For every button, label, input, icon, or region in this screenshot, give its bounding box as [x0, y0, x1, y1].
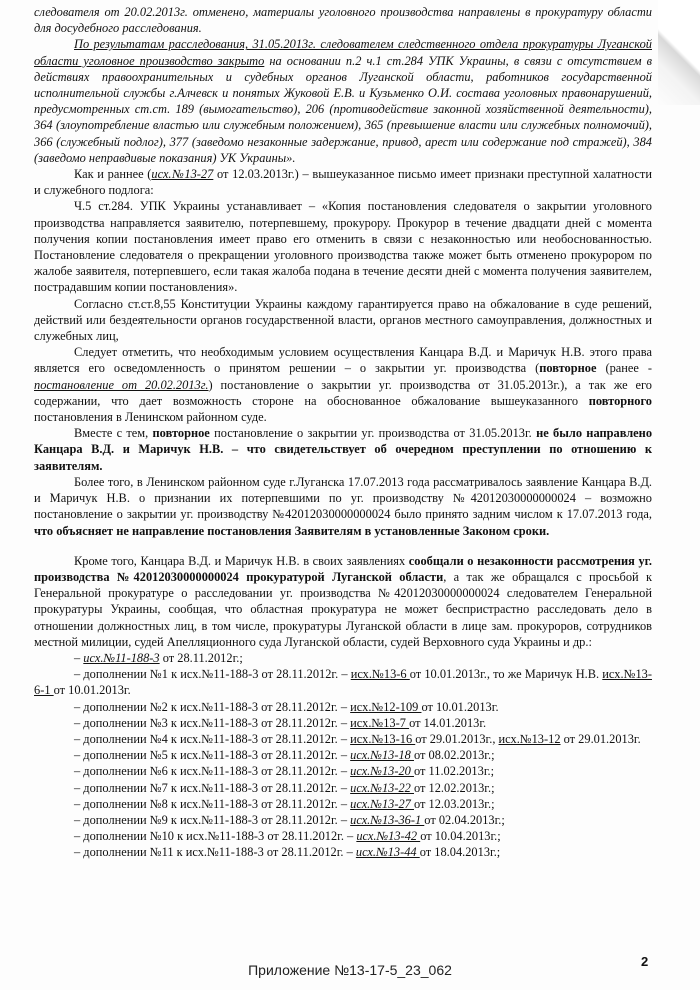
paragraph-6-text-c: (ранее - — [596, 361, 652, 376]
list-item — [34, 796, 652, 812]
letter-ref: исх.№11-188-3 — [83, 650, 160, 665]
list-item — [34, 666, 652, 698]
list-item — [34, 812, 652, 828]
list-item-text: от 28.11.2012г.; — [159, 650, 243, 665]
list-item-text: – дополнении №7 к исх.№11-188-3 от 28.11.2012г. – — [74, 780, 351, 795]
list-item — [34, 828, 652, 844]
not-sent-statement-bold: не было направлено Канцара В.Д. и Маричук Н.В. – что свидетельствует об очередном преступлении по отношению к заявителям. — [34, 426, 653, 473]
paragraph-9-text-c: , а так же обращался с просьбой к Генеральной прокуратуре о расследовании уг. производства №42012030000000024 следователем Генеральной прокуратуры Украины, сообщая, что областная прокуратура не может беспристрастно расследовать дело в отношении должностных лиц, в том числе, прокуратуры Луганской области в лице зам. прокуроров, сотрудников местной милиции, судей Апелляционного суда Луганской области, судей Верховного суда Украины и др.: — [34, 569, 652, 649]
letter-ref: исх.№13-7 — [350, 715, 410, 730]
investigation-result-underlined: По результатам расследования, 31.05.2013г. следователем следственного отдела прокуратуры Луганской области уголовное производство закрыто — [34, 37, 652, 68]
letter-ref: исх.№13-42 — [356, 829, 421, 844]
paragraph-8-text-a: Более того, в Ленинском районном суде г.Луганска 17.07.2013 года рассматривалось заявление Канцара В.Д. и Маричук Н.В. о признании их потерпевшими по уг. производству №42012030000000024 – возможно постановление о закрытии уг. производству №42012030000000024 было принято задним числом к 17.07.2013 года, — [34, 474, 652, 522]
letter-ref: исх.№13-22 — [350, 780, 414, 795]
repeated-word-bold: повторное — [539, 361, 597, 376]
letter-ref: исх.№13-36-1 — [350, 812, 425, 827]
letter-ref: исх.№13-12 — [498, 731, 561, 746]
paragraph-7 — [34, 425, 652, 474]
page-number: 2 — [641, 954, 649, 969]
attachment-footer: Приложение №13-17-5_23_062 — [248, 962, 452, 978]
paragraph-5-text: Согласно ст.ст.8,55 Конституции Украины каждому гарантируется право на обжалование в суде решений, действий или бездеятельности органов государственной власти, органов местного самоуправления, должностных и служебных лиц, — [34, 296, 652, 344]
list-item-text: – дополнении №5 к исх.№11-188-3 от 28.11.2012г. – — [74, 748, 351, 763]
list-item-text: – дополнении №2 к исх.№11-188-3 от 28.11.2012г. – — [74, 699, 351, 714]
list-item-text: – дополнении №10 к исх.№11-188-3 от 28.11.2012г. – — [74, 829, 357, 844]
letter-ref: исх.№13-44 — [355, 845, 420, 860]
list-item-text: от 10.01.2013г. — [53, 683, 131, 698]
list-item-text: – дополнении №8 к исх.№11-188-3 от 28.11.2012г. – — [74, 796, 351, 811]
folded-corner — [658, 0, 700, 105]
paragraph-6-text-g: постановления в Ленинском районном суде. — [34, 410, 267, 425]
document-body — [34, 4, 652, 861]
paragraph-1-text: следователя от 20.02.2013г. отменено, материалы уголовного производства направлены в прокуратуру области для досудебного расследования. — [34, 5, 652, 36]
list-item-text: от 14.01.2013г. — [409, 715, 487, 730]
list-item-text: от 10.01.2013г. — [421, 699, 499, 714]
paragraph-8 — [34, 474, 652, 539]
list-item-text: – дополнении №3 к исх.№11-188-3 от 28.11.2012г. – — [74, 715, 351, 730]
paragraph-2 — [34, 36, 652, 166]
paragraph-4-text: Ч.5 ст.284. УПК Украины устанавливает – «Копия постановления следователя о закрытии уголовного производства направляется заявителю, потерпевшему, прокурору. Прокурор в течение двадцати дней с момента получения копии постановления имеет право его отменить в связи с незаконностью или необоснованностью. Постановление следователя о прекращении уголовного производства также может быть отменено прокурором по жалобе заявителя, потерпевшего, если такая жалоба подана в течение десяти дней с момента получения заявителем, пострадавшим копии постановления». — [34, 199, 652, 295]
list-item-text: – — [74, 650, 84, 665]
letter-ref: исх.№12-109 — [350, 699, 422, 714]
paragraph-4 — [34, 198, 652, 295]
paragraph-7-text-a: Вместе с тем, — [74, 426, 153, 441]
list-item — [34, 844, 652, 860]
list-item-text: – дополнении №9 к исх.№11-188-3 от 28.11.2012г. – — [74, 812, 351, 827]
paragraph-9-bold: сообщали о незаконности рассмотрения уг. производства №42012030000000024 прокуратурой Луганской области — [34, 553, 652, 584]
list-item-text: от 10.01.2013г., то же Маричук Н.В. — [409, 667, 603, 682]
paragraph-6-text-e: ) постановление о закрытии уг. производства от 31.05.2013г.), а так же его содержании, что дает возможность стороне на обоснованное обжалование вышеуказанного — [34, 377, 653, 408]
paragraph-6 — [34, 344, 652, 425]
letter-ref: исх.№13-18 — [350, 748, 414, 763]
list-item-text: от 12.02.2013г.; — [413, 780, 495, 795]
list-item-text: – дополнении №6 к исх.№11-188-3 от 28.11.2012г. – — [74, 764, 351, 779]
repeated-word-bold-2: повторного — [588, 393, 652, 408]
paragraph-6-text-a: Следует отметить, что необходимым условием осуществления Канцара В.Д. и Маричук Н.В. этого права является его осведомленность о принятом решении – о закрытии уг. производства ( — [34, 345, 652, 376]
paragraph-7-text-c: постановление о закрытии уг. производства от 31.05.2013г. — [209, 426, 537, 441]
paragraph-9-text-a: Кроме того, Канцара В.Д. и Маричук Н.В. в своих заявлениях — [74, 553, 409, 568]
list-item — [34, 780, 652, 796]
list-item-text: – дополнении №11 к исх.№11-188-3 от 28.11.2012г. – — [74, 845, 356, 860]
list-item — [34, 715, 652, 731]
letter-ref: исх.№13-27 — [350, 796, 414, 811]
paragraph-5 — [34, 296, 652, 345]
letter-ref: исх.№13-6 — [350, 667, 410, 682]
list-item-text: от 10.04.2013г.; — [420, 829, 501, 844]
letter-ref-13-27: исх.№13-27 — [151, 167, 214, 182]
paragraph-8-bold: что объясняет не направление постановления Заявителям в установленные Законом сроки. — [34, 523, 550, 538]
list-item — [34, 699, 652, 715]
resolution-ref-underlined: постановление от 20.02.2013г. — [34, 377, 209, 392]
list-item-text: – дополнении №1 к исх.№11-188-3 от 28.11.2012г. – — [74, 667, 351, 682]
repeated-word-bold-3: повторное — [152, 426, 210, 441]
letter-ref: исх.№13-16 — [350, 731, 416, 746]
list-item-text: от 29.01.2013г. — [560, 731, 641, 746]
list-item-text: от 11.02.2013г.; — [413, 764, 495, 779]
list-item — [34, 731, 652, 747]
letter-ref: исх.№13-6-1 — [34, 667, 652, 698]
list-item-text: от 18.04.2013г.; — [419, 845, 501, 860]
paragraph-1 — [34, 4, 652, 36]
list-item-text: от 08.02.2013г.; — [413, 748, 495, 763]
paragraph-3-text-a: Как и раннее ( — [74, 167, 152, 182]
paragraph-3-text-c: от 12.03.2013г.) – вышеуказанное письмо имеет признаки преступной халатности и служебного подлога: — [34, 167, 652, 198]
list-item — [34, 747, 652, 763]
list-item-text: от 02.04.2013г.; — [424, 812, 505, 827]
paragraph-9 — [34, 553, 652, 650]
list-item-text: от 29.01.2013г., — [415, 731, 499, 746]
list-item-text: – дополнении №4 к исх.№11-188-3 от 28.11.2012г. – — [74, 731, 351, 746]
letter-ref: исх.№13-20 — [350, 764, 414, 779]
list-item — [34, 650, 652, 666]
list-item-text: от 12.03.2013г.; — [413, 796, 495, 811]
paragraph-3 — [34, 166, 652, 198]
list-item — [34, 763, 652, 779]
paragraph-2-text: на основании п.2 ч.1 ст.284 УПК Украины, в связи с отсутствием в действиях правоохранительных и судебных органов Луганской области, работников государственной исполнительной службы г.Алчевск и понятых Жуковой Е.В. и Кузьменко О.И. состава уголовных правонарушений, предусмотренных ст.ст. 189 (вымогательство), 206 (противодействие законной хозяйственной деятельности), 364 (злоупотребление властью или служебным положением), 365 (превышение власти или служебных полномочий), 366 (служебный подлог), 377 (заведомо незаконные задержание, привод, арест или содержание под стражей), 384 (заведомо неправдивые показания) УК Украины». — [34, 53, 653, 165]
